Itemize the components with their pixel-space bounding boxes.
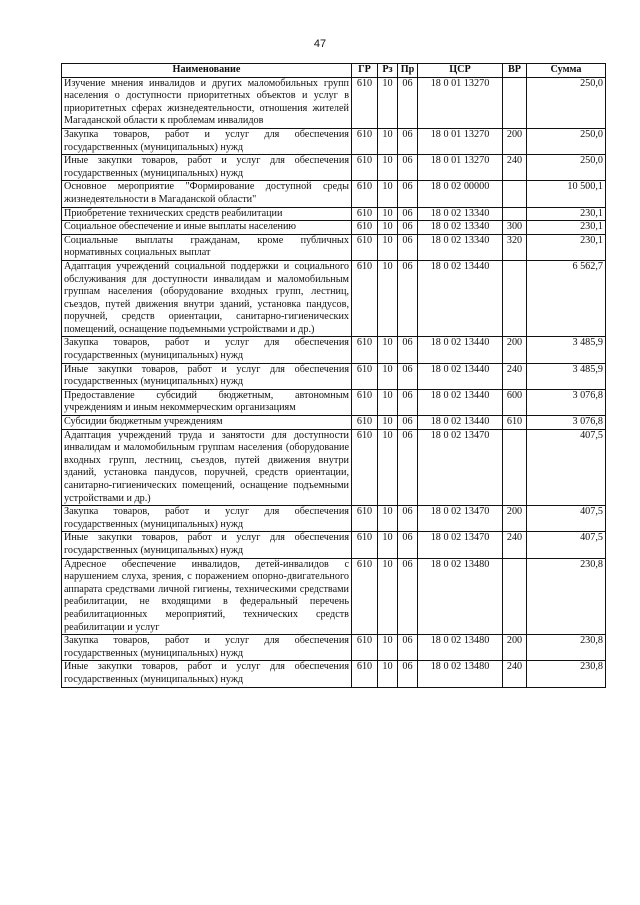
cell-pr: 06 [398, 635, 418, 661]
table-row [62, 661, 606, 687]
cell-pr: 06 [398, 181, 418, 207]
table-row [62, 77, 606, 128]
cell-rz: 10 [378, 221, 398, 235]
cell-name: Закупка товаров, работ и услуг для обеспечения государственных (муниципальных) нужд [62, 337, 352, 363]
cell-pr: 06 [398, 234, 418, 260]
cell-sum: 230,1 [527, 234, 606, 260]
cell-csr: 18 0 02 13470 [418, 429, 503, 506]
cell-name: Субсидии бюджетным учреждениям [62, 416, 352, 430]
cell-pr: 06 [398, 77, 418, 128]
cell-vr [503, 260, 527, 337]
table-row [62, 532, 606, 558]
cell-csr: 18 0 01 13270 [418, 77, 503, 128]
cell-rz: 10 [378, 234, 398, 260]
cell-name: Социальные выплаты гражданам, кроме публичных нормативных социальных выплат [62, 234, 352, 260]
cell-rz: 10 [378, 363, 398, 389]
table-row [62, 337, 606, 363]
cell-rz: 10 [378, 389, 398, 415]
cell-csr: 18 0 02 13480 [418, 661, 503, 687]
cell-name: Изучение мнения инвалидов и других маломобильных групп населения о доступности приоритетных объектов и услуг в приоритетных сферах жизнедеятельности, отношения жителей Магаданской области к проблемам инвалидов [62, 77, 352, 128]
cell-pr: 06 [398, 416, 418, 430]
header-pr: Пр [398, 64, 418, 78]
cell-vr: 600 [503, 389, 527, 415]
cell-rz: 10 [378, 155, 398, 181]
cell-sum: 230,1 [527, 221, 606, 235]
cell-pr: 06 [398, 221, 418, 235]
cell-rz: 10 [378, 429, 398, 506]
cell-csr: 18 0 01 13270 [418, 128, 503, 154]
cell-gr: 610 [352, 661, 378, 687]
cell-gr: 610 [352, 77, 378, 128]
cell-csr: 18 0 02 13440 [418, 337, 503, 363]
cell-rz: 10 [378, 416, 398, 430]
cell-sum: 230,1 [527, 207, 606, 221]
cell-name: Иные закупки товаров, работ и услуг для обеспечения государственных (муниципальных) нужд [62, 363, 352, 389]
header-csr: ЦСР [418, 64, 503, 78]
table-row [62, 506, 606, 532]
cell-gr: 610 [352, 635, 378, 661]
cell-sum: 10 500,1 [527, 181, 606, 207]
cell-sum: 230,8 [527, 661, 606, 687]
cell-vr: 200 [503, 635, 527, 661]
cell-vr: 240 [503, 661, 527, 687]
cell-pr: 06 [398, 128, 418, 154]
cell-csr: 18 0 02 13440 [418, 416, 503, 430]
cell-gr: 610 [352, 416, 378, 430]
cell-gr: 610 [352, 181, 378, 207]
table-row [62, 363, 606, 389]
header-sum: Сумма [527, 64, 606, 78]
table-row [62, 207, 606, 221]
cell-gr: 610 [352, 128, 378, 154]
cell-csr: 18 0 02 13480 [418, 558, 503, 635]
cell-gr: 610 [352, 389, 378, 415]
cell-vr [503, 429, 527, 506]
cell-pr: 06 [398, 389, 418, 415]
cell-sum: 3 485,9 [527, 363, 606, 389]
cell-gr: 610 [352, 234, 378, 260]
table-row [62, 635, 606, 661]
cell-rz: 10 [378, 661, 398, 687]
cell-sum: 250,0 [527, 155, 606, 181]
header-name: Наименование [62, 64, 352, 78]
cell-pr: 06 [398, 558, 418, 635]
cell-rz: 10 [378, 77, 398, 128]
table-row [62, 155, 606, 181]
cell-name: Приобретение технических средств реабилитации [62, 207, 352, 221]
cell-csr: 18 0 02 13470 [418, 532, 503, 558]
table-row [62, 429, 606, 506]
cell-csr: 18 0 01 13270 [418, 155, 503, 181]
cell-sum: 230,8 [527, 635, 606, 661]
cell-rz: 10 [378, 506, 398, 532]
cell-name: Основное мероприятие "Формирование доступной среды жизнедеятельности в Магаданской области" [62, 181, 352, 207]
cell-vr [503, 207, 527, 221]
cell-gr: 610 [352, 260, 378, 337]
cell-sum: 3 485,9 [527, 337, 606, 363]
header-rz: Рз [378, 64, 398, 78]
cell-vr: 240 [503, 363, 527, 389]
page-number: 47 [313, 38, 327, 50]
cell-name: Закупка товаров, работ и услуг для обеспечения государственных (муниципальных) нужд [62, 128, 352, 154]
cell-sum: 230,8 [527, 558, 606, 635]
cell-csr: 18 0 02 13340 [418, 221, 503, 235]
cell-vr: 200 [503, 128, 527, 154]
cell-vr: 300 [503, 221, 527, 235]
cell-vr: 200 [503, 506, 527, 532]
cell-rz: 10 [378, 532, 398, 558]
cell-name: Иные закупки товаров, работ и услуг для обеспечения государственных (муниципальных) нужд [62, 661, 352, 687]
cell-csr: 18 0 02 13340 [418, 234, 503, 260]
cell-gr: 610 [352, 363, 378, 389]
cell-gr: 610 [352, 221, 378, 235]
cell-csr: 18 0 02 13480 [418, 635, 503, 661]
cell-gr: 610 [352, 532, 378, 558]
cell-pr: 06 [398, 532, 418, 558]
cell-rz: 10 [378, 207, 398, 221]
cell-rz: 10 [378, 260, 398, 337]
table-row [62, 234, 606, 260]
cell-name: Адаптация учреждений социальной поддержки и социального обслуживания для доступности инвалидам и маломобильным группам населения (оборудование входных групп, лестниц, съездов, путей движения внутри зданий, установка пандусов, поручней, средств ориентации, санитарно-гигиенических помещений, оснащение подъемными устройствами и др.) [62, 260, 352, 337]
cell-vr [503, 558, 527, 635]
cell-sum: 250,0 [527, 128, 606, 154]
table-row [62, 260, 606, 337]
cell-vr: 240 [503, 532, 527, 558]
table-row [62, 558, 606, 635]
cell-vr: 240 [503, 155, 527, 181]
cell-pr: 06 [398, 337, 418, 363]
cell-gr: 610 [352, 337, 378, 363]
cell-name: Закупка товаров, работ и услуг для обеспечения государственных (муниципальных) нужд [62, 506, 352, 532]
cell-csr: 18 0 02 13440 [418, 260, 503, 337]
table-row [62, 181, 606, 207]
cell-vr [503, 181, 527, 207]
cell-vr: 610 [503, 416, 527, 430]
cell-name: Иные закупки товаров, работ и услуг для обеспечения государственных (муниципальных) нужд [62, 532, 352, 558]
cell-gr: 610 [352, 207, 378, 221]
table-row [62, 221, 606, 235]
table-row [62, 416, 606, 430]
cell-sum: 250,0 [527, 77, 606, 128]
cell-pr: 06 [398, 363, 418, 389]
cell-sum: 407,5 [527, 506, 606, 532]
cell-rz: 10 [378, 635, 398, 661]
cell-sum: 407,5 [527, 429, 606, 506]
cell-csr: 18 0 02 13340 [418, 207, 503, 221]
cell-vr: 320 [503, 234, 527, 260]
header-gr: ГР [352, 64, 378, 78]
header-row [62, 64, 606, 78]
cell-pr: 06 [398, 207, 418, 221]
table-header [62, 64, 606, 78]
cell-pr: 06 [398, 429, 418, 506]
cell-pr: 06 [398, 155, 418, 181]
cell-name: Закупка товаров, работ и услуг для обеспечения государственных (муниципальных) нужд [62, 635, 352, 661]
cell-name: Адресное обеспечение инвалидов, детей-инвалидов с нарушением слуха, зрения, с поражением опорно-двигательного аппарата средствами личной гигиены, техническими средствами реабилитации, не входящими в федеральный перечень реабилитационных мероприятий, технических средств реабилитации и услуг [62, 558, 352, 635]
cell-sum: 6 562,7 [527, 260, 606, 337]
table-row [62, 128, 606, 154]
budget-table [61, 63, 606, 688]
cell-name: Адаптация учреждений труда и занятости для доступности инвалидам и маломобильным группам населения (оборудование входных групп, лестниц, съездов, путей движения внутри зданий, установка пандусов, поручней, средств ориентации, санитарно-гигиенических помещений, оснащение подъемными устройствами и др.) [62, 429, 352, 506]
cell-pr: 06 [398, 260, 418, 337]
table-row [62, 389, 606, 415]
cell-pr: 06 [398, 506, 418, 532]
cell-vr: 200 [503, 337, 527, 363]
cell-rz: 10 [378, 128, 398, 154]
cell-sum: 3 076,8 [527, 416, 606, 430]
cell-gr: 610 [352, 155, 378, 181]
cell-vr [503, 77, 527, 128]
cell-csr: 18 0 02 13440 [418, 389, 503, 415]
cell-rz: 10 [378, 337, 398, 363]
cell-csr: 18 0 02 13440 [418, 363, 503, 389]
cell-gr: 610 [352, 558, 378, 635]
cell-name: Социальное обеспечение и иные выплаты населению [62, 221, 352, 235]
cell-sum: 3 076,8 [527, 389, 606, 415]
cell-name: Предоставление субсидий бюджетным, автономным учреждениям и иным некоммерческим организациям [62, 389, 352, 415]
table-body [62, 77, 606, 687]
cell-rz: 10 [378, 558, 398, 635]
cell-gr: 610 [352, 429, 378, 506]
cell-gr: 610 [352, 506, 378, 532]
cell-sum: 407,5 [527, 532, 606, 558]
cell-name: Иные закупки товаров, работ и услуг для обеспечения государственных (муниципальных) нужд [62, 155, 352, 181]
cell-pr: 06 [398, 661, 418, 687]
cell-rz: 10 [378, 181, 398, 207]
header-vr: ВР [503, 64, 527, 78]
cell-csr: 18 0 02 00000 [418, 181, 503, 207]
cell-csr: 18 0 02 13470 [418, 506, 503, 532]
